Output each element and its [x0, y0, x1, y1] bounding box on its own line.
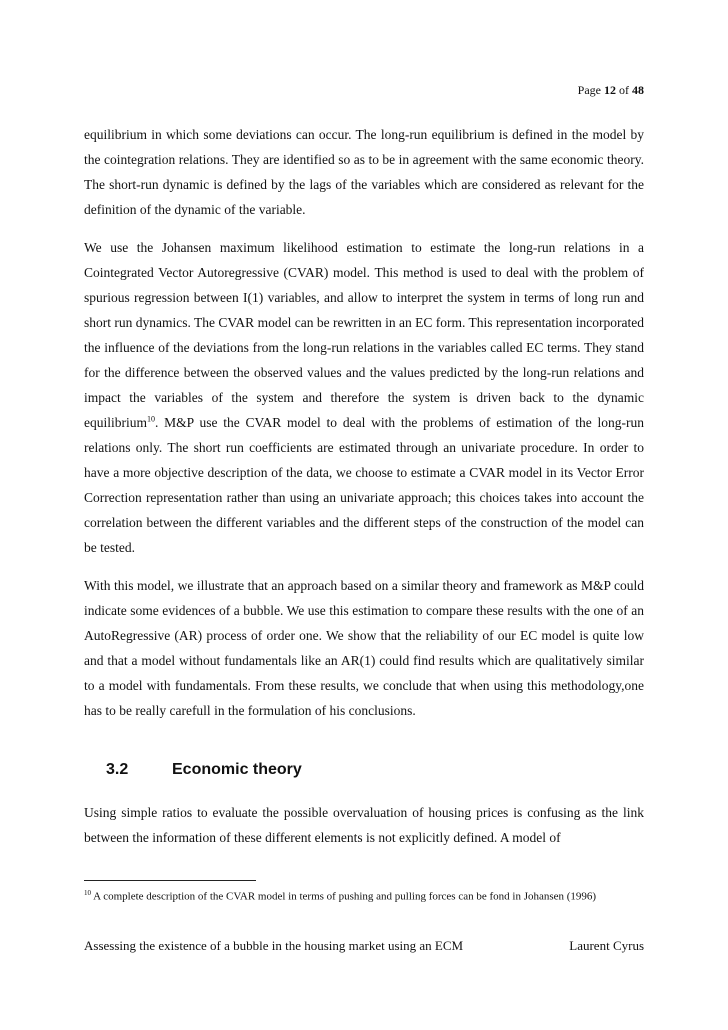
page-current: 12 — [604, 83, 616, 97]
section-title: Economic theory — [172, 761, 302, 778]
section-heading — [106, 761, 302, 779]
footer-author: Laurent Cyrus — [569, 938, 644, 953]
paragraph — [84, 235, 644, 560]
footnote-divider — [84, 880, 256, 881]
paragraph: With this model, we illustrate that an approach based on a similar theory and framework as M&P could indicate some evidences of a bubble. We use this estimation to compare these results with the one of an AutoRegressive (AR) process of order one. We show that the reliability of our EC model is quite low and that a model without fundamentals like an AR(1) could find results which are qualitatively similar to a model with fundamentals. From these results, we conclude that when using this methodology,one has to be really carefull in the formulation of his conclusions. — [84, 578, 644, 718]
page-of: of — [619, 83, 629, 97]
section-number: 3.2 — [106, 761, 129, 778]
page-number — [578, 83, 644, 98]
page-total: 48 — [632, 83, 644, 97]
page-prefix: Page — [577, 83, 601, 97]
paragraph: Using simple ratios to evaluate the possible overvaluation of housing prices is confusing as the link between the information of these different elements is not explicitly defined. A model of — [84, 805, 644, 845]
footer-title: Assessing the existence of a bubble in the housing market using an ECM — [84, 938, 464, 953]
paragraph-part: We use the Johansen maximum likelihood estimation to estimate the long-run relations in a Cointegrated Vector Autoregressive (CVAR) model. This method is used to deal with the problem of spurious regression between I(1) variables, and allow to interpret the system in terms of long run and short run dynamics. The CVAR model can be rewritten in an EC form. This representation incorporated the influence of the deviations from the long-run relations in the variables called EC terms. They stand for the difference between the observed values and the values predicted by the long-run relations and impact the variables of the system and therefore the system is driven back to the dynamic equilibrium — [84, 240, 644, 430]
footnote-marker: 10 — [84, 889, 91, 897]
body-text — [84, 122, 644, 736]
paragraph-part: . M&P use the CVAR model to deal with the problems of estimation of the long-run relations only. The short run coefficients are estimated through an univariate procedure. In order to have a more objective description of the data, we choose to estimate a CVAR model in its Vector Error Correction representation rather than using an univariate approach; this choices takes into account the correlation between the different variables and the different steps of the construction of the model can be tested. — [84, 415, 644, 555]
footnote — [84, 885, 624, 906]
section-body — [84, 800, 644, 863]
footnote-ref[interactable]: 10 — [147, 414, 155, 424]
footnote-text: A complete description of the CVAR model in terms of pushing and pulling forces can be fond in Johansen (1996) — [91, 890, 597, 903]
paragraph: equilibrium in which some deviations can occur. The long-run equilibrium is defined in the model by the cointegration relations. They are identified so as to be in agreement with the same economic theory. The short-run dynamic is defined by the lags of the variables which are considered as relevant for the definition of the dynamic of the variable. — [84, 127, 644, 217]
